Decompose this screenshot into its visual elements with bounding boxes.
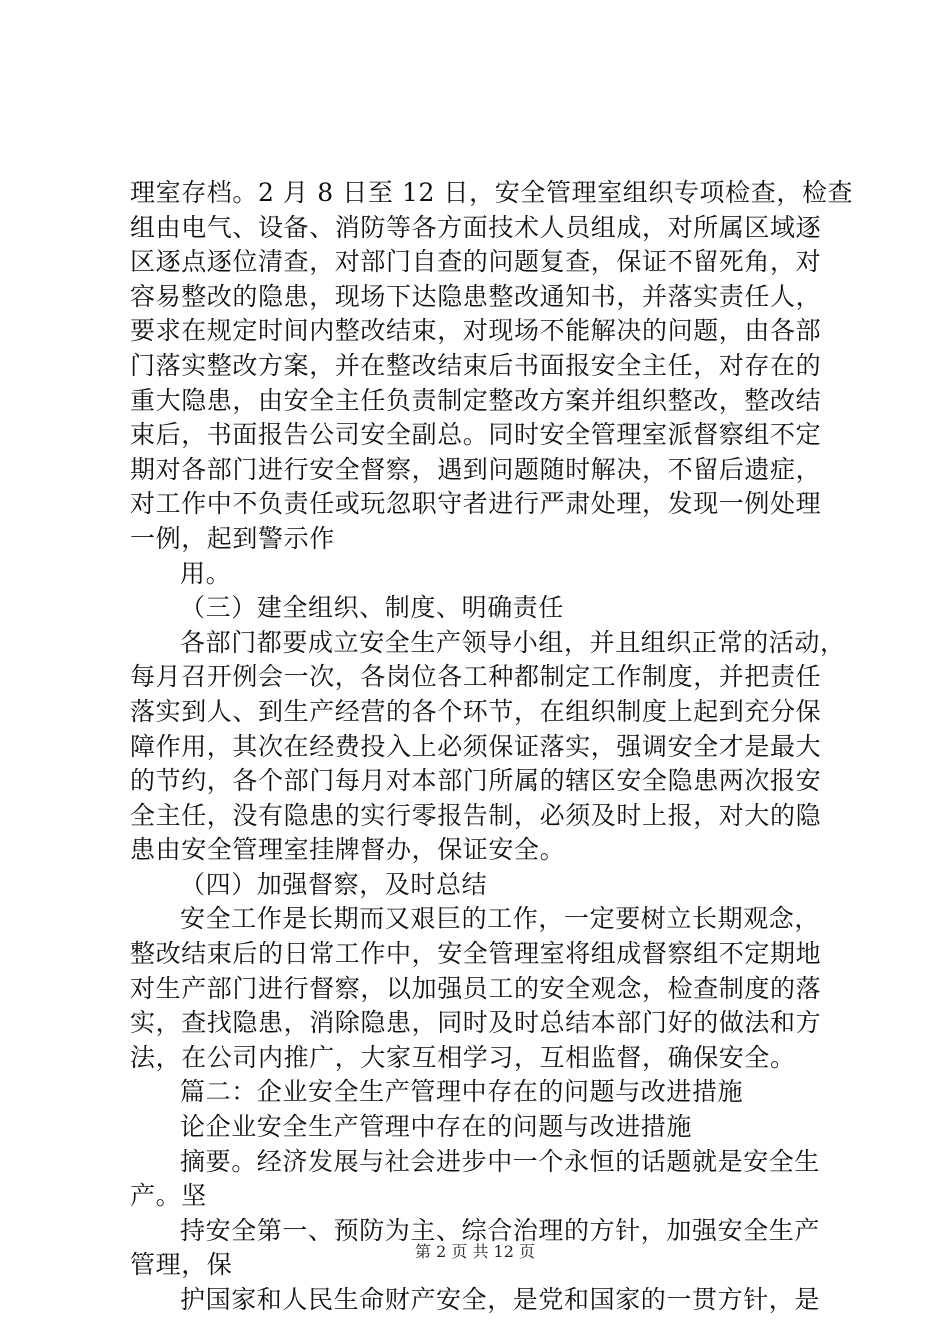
text-line: 期对各部门进行安全督察，遇到问题随时解决，不留后遗症， [130,454,822,484]
text-line: 要求在规定时间内整改结束，对现场不能解决的问题，由各部 [130,316,822,346]
text-line: 法，在公司内推广，大家互相学习，互相监督，确保安全。 [130,1042,796,1072]
text-line: 管理，保 [130,1250,233,1280]
text-line: 区逐点逐位清查，对部门自查的问题复查，保证不留死角，对 [130,247,822,277]
text-line: （三）建全组织、制度、明确责任 [180,593,565,623]
text-line: 一例，起到警示作 [130,523,335,553]
text-line: 用。 [180,558,232,588]
text-line: 持安全第一、预防为主、综合治理的方针，加强安全生产 [180,1215,821,1245]
text-line: 理室存档。2 月 8 日至 12 日，安全管理室组织专项检查，检查 [130,178,854,207]
text-line: 安全工作是长期而又艰巨的工作，一定要树立长期观念， [180,904,821,934]
text-line: 对工作中不负责任或玩忽职守者进行严肃处理，发现一例处理 [130,489,822,519]
text-line: 整改结束后的日常工作中，安全管理室将组成督察组不定期地 [130,939,822,969]
text-line: 障作用，其次在经费投入上必须保证落实，强调安全才是最大 [130,731,822,761]
text-line: 组由电气、设备、消防等各方面技术人员组成，对所属区域逐 [130,212,822,242]
text-line: 各部门都要成立安全生产领导小组，并且组织正常的活动， [180,627,846,657]
text-line: 的节约，各个部门每月对本部门所属的辖区安全隐患两次报安 [130,766,822,796]
text-line: 束后，书面报告公司安全副总。同时安全管理室派督察组不定 [130,420,822,450]
document-body [130,176,854,1318]
text-line: 落实到人、到生产经营的各个环节，在组织制度上起到充分保 [130,696,822,726]
text-line: 门落实整改方案，并在整改结束后书面报安全主任，对存在的 [130,350,822,380]
page-footer: 第 2 页 共 12 页 [415,1242,535,1261]
text-line: 摘要。经济发展与社会进步中一个永恒的话题就是安全生 [180,1146,821,1176]
text-line: 对生产部门进行督察，以加强员工的安全观念，检查制度的落 [130,973,822,1003]
text-line: 护国家和人民生命财产安全，是党和国家的一贯方针，是 [180,1285,821,1314]
text-line: 容易整改的隐患，现场下达隐患整改通知书，并落实责任人， [130,281,822,311]
text-line: 重大隐患，由安全主任负责制定整改方案并组织整改，整改结 [130,385,822,415]
text-line: 患由安全管理室挂牌督办，保证安全。 [130,835,566,865]
text-line: （四）加强督察，及时总结 [180,869,488,899]
text-line: 论企业安全生产管理中存在的问题与改进措施 [180,1112,693,1142]
text-line: 篇二：企业安全生产管理中存在的问题与改进措施 [180,1077,744,1107]
text-line: 每月召开例会一次，各岗位各工种都制定工作制度，并把责任 [130,662,822,692]
text-line: 产。坚 [130,1181,207,1211]
text-line: 实，查找隐患，消除隐患，同时及时总结本部门好的做法和方 [130,1008,822,1038]
text-line: 全主任，没有隐患的实行零报告制，必须及时上报，对大的隐 [130,800,822,830]
